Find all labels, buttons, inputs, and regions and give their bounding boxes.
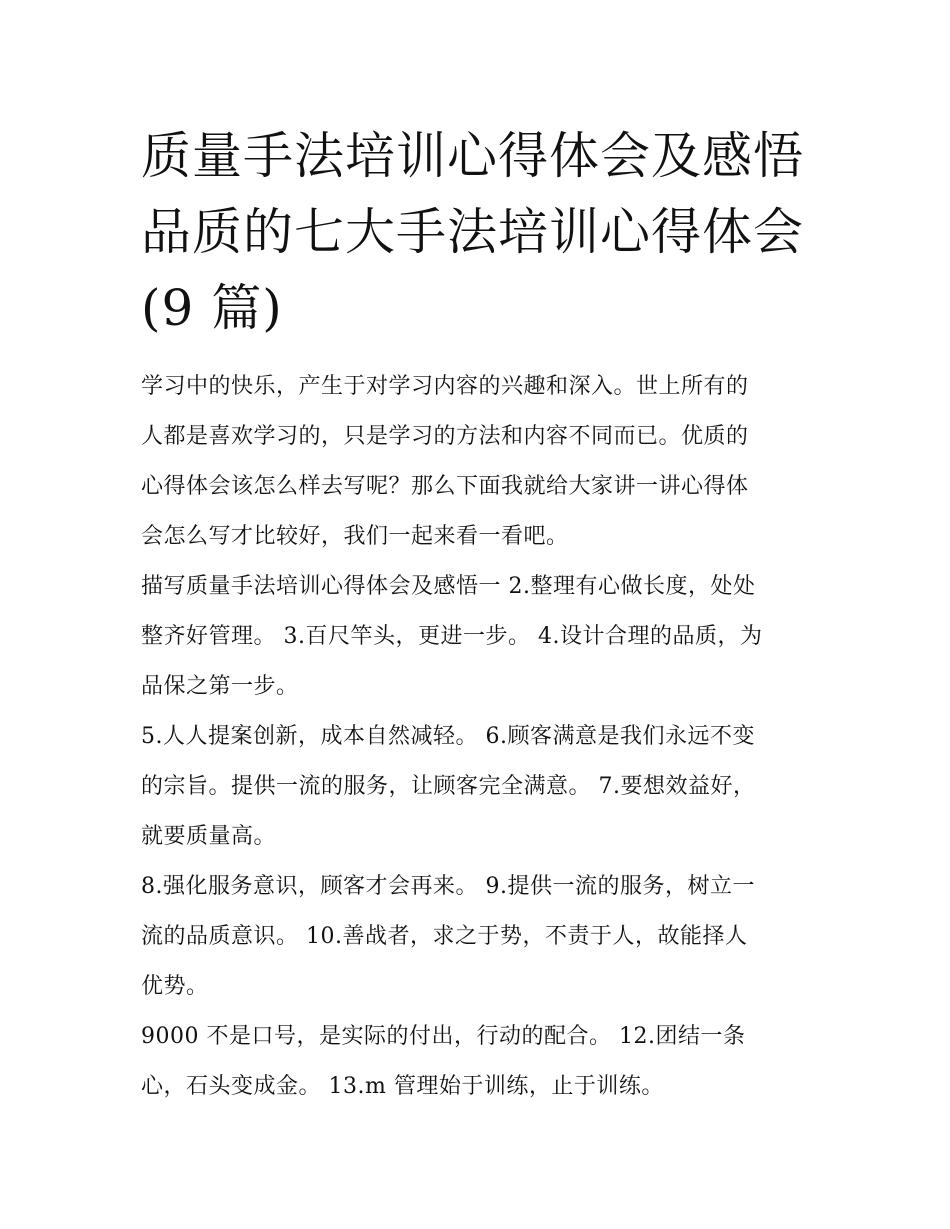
paragraph-slogans-3: 8.强化服务意识，顾客才会再来。 9.提供一流的服务，树立一 流的品质意识。 10.善战者，求之于势，不责于人，故能择人 优势。 [141, 874, 755, 999]
paragraph-slogans-4: 9000 不是口号，是实际的付出，行动的配合。 12.团结一条 心，石头变成金。 13.m 管理始于训练，止于训练。 [141, 1024, 746, 1099]
document-title: 质量手法培训心得体会及感悟 品质的七大手法培训心得体会 (9 篇) [141, 127, 804, 337]
document-content [141, 118, 817, 1112]
paragraph-intro: 学习中的快乐，产生于对学习内容的兴趣和深入。世上所有的 人都是喜欢学习的，只是学习的方法和内容不同而已。优质的 心得体会该怎么样去写呢？那么下面我就给大家讲一讲心得体 会怎么写才比较好，我们一起来看一看吧。 [141, 374, 749, 549]
paragraph-slogans-1: 描写质量手法培训心得体会及感悟一 2.整理有心做长度，处处 整齐好管理。 3.百尺竿头，更进一步。 4.设计合理的品质，为 品保之第一步。 [141, 574, 763, 699]
paragraph-slogans-2: 5.人人提案创新，成本自然减轻。 6.顾客满意是我们永远不变 的宗旨。提供一流的服务，让顾客完全满意。 7.要想效益好， 就要质量高。 [141, 724, 756, 849]
